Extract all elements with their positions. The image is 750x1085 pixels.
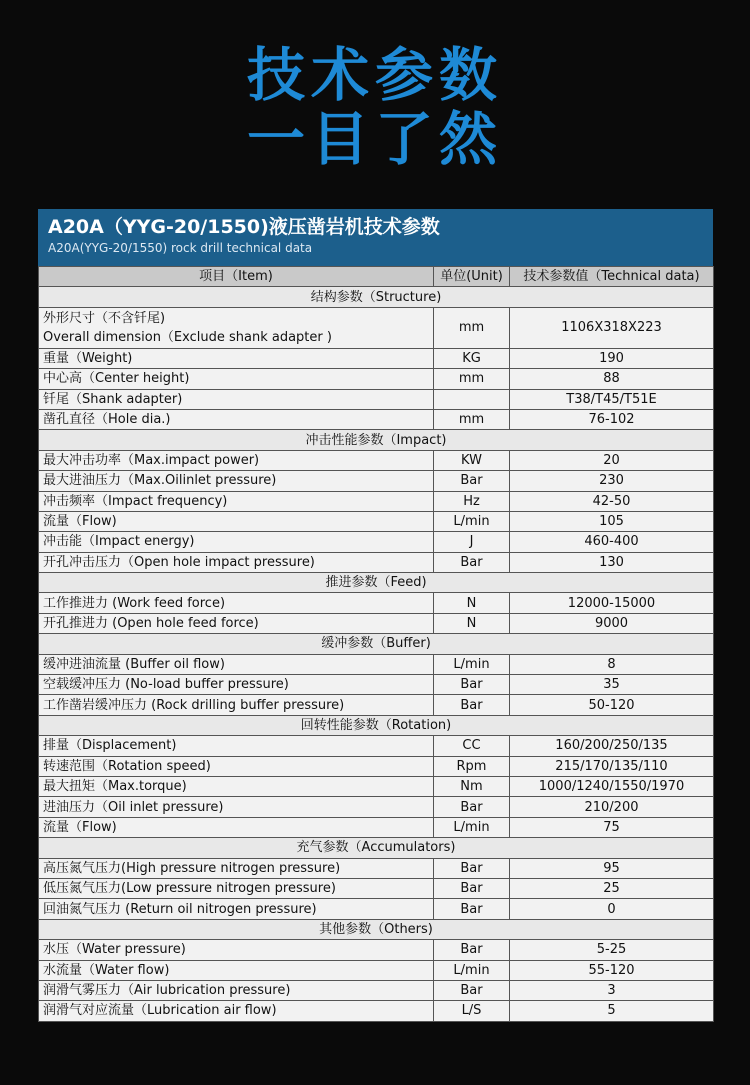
row-item: 回油氮气压力 (Return oil nitrogen pressure) <box>39 899 434 919</box>
table-row <box>39 797 714 817</box>
spec-subtitle: A20A(YYG-20/1550) rock drill technical data <box>48 241 313 255</box>
table-row <box>39 675 714 695</box>
row-value: 190 <box>510 348 714 368</box>
row-value: 3 <box>510 980 714 1000</box>
row-unit: KW <box>434 450 510 470</box>
section-label: 充气参数（Accumulators) <box>39 838 714 858</box>
hero-line-1: 技术参数 <box>246 41 503 109</box>
row-value: 75 <box>510 817 714 837</box>
section-row <box>39 573 714 593</box>
table-row <box>39 776 714 796</box>
row-value: 88 <box>510 369 714 389</box>
row-value: 215/170/135/110 <box>510 756 714 776</box>
row-item: 转速范围（Rotation speed) <box>39 756 434 776</box>
row-value: 0 <box>510 899 714 919</box>
row-item: 钎尾（Shank adapter) <box>39 389 434 409</box>
row-unit: mm <box>434 409 510 429</box>
table-row <box>39 858 714 878</box>
spec-header <box>38 209 713 266</box>
row-unit: Rpm <box>434 756 510 776</box>
row-unit: Bar <box>434 552 510 572</box>
row-unit: L/min <box>434 654 510 674</box>
row-item-cn: 外形尺寸（不含钎尾) <box>43 310 166 326</box>
row-item: 流量（Flow) <box>39 817 434 837</box>
table-row <box>39 980 714 1000</box>
table-row <box>39 593 714 613</box>
row-unit: CC <box>434 736 510 756</box>
section-row <box>39 634 714 654</box>
col-item-header: 项目（Item) <box>39 267 434 287</box>
row-item: 开孔冲击压力（Open hole impact pressure) <box>39 552 434 572</box>
row-unit: J <box>434 532 510 552</box>
row-value: 1106X318X223 <box>510 307 714 348</box>
table-row <box>39 960 714 980</box>
col-unit-header: 单位(Unit) <box>434 267 510 287</box>
row-value: 5-25 <box>510 940 714 960</box>
row-value: 1000/1240/1550/1970 <box>510 776 714 796</box>
row-value: 105 <box>510 511 714 531</box>
table-row <box>39 552 714 572</box>
row-item: 流量（Flow) <box>39 511 434 531</box>
row-item: 冲击频率（Impact frequency) <box>39 491 434 511</box>
row-item: 水流量（Water flow) <box>39 960 434 980</box>
spec-table <box>38 266 714 1022</box>
row-unit: Bar <box>434 878 510 898</box>
table-row <box>39 532 714 552</box>
row-unit: Bar <box>434 675 510 695</box>
row-item: 最大进油压力（Max.Oilinlet pressure) <box>39 471 434 491</box>
row-unit: L/min <box>434 511 510 531</box>
row-value: 8 <box>510 654 714 674</box>
section-label: 推进参数（Feed) <box>39 573 714 593</box>
row-item: 低压氮气压力(Low pressure nitrogen pressure) <box>39 878 434 898</box>
table-row <box>39 471 714 491</box>
row-value: 9000 <box>510 613 714 633</box>
row-item: 润滑气雾压力（Air lubrication pressure) <box>39 980 434 1000</box>
row-unit: Bar <box>434 471 510 491</box>
row-value: 5 <box>510 1001 714 1021</box>
table-row <box>39 817 714 837</box>
spec-sheet <box>38 209 713 1022</box>
table-row <box>39 878 714 898</box>
table-row <box>39 736 714 756</box>
row-value: 95 <box>510 858 714 878</box>
table-row <box>39 756 714 776</box>
row-unit: mm <box>434 307 510 348</box>
row-unit: Bar <box>434 940 510 960</box>
row-unit: L/S <box>434 1001 510 1021</box>
row-unit: Bar <box>434 980 510 1000</box>
table-row <box>39 450 714 470</box>
section-label: 结构参数（Structure) <box>39 287 714 307</box>
row-unit: L/min <box>434 960 510 980</box>
row-item: 工作凿岩缓冲压力 (Rock drilling buffer pressure) <box>39 695 434 715</box>
section-label: 缓冲参数（Buffer) <box>39 634 714 654</box>
table-row <box>39 348 714 368</box>
row-unit: Hz <box>434 491 510 511</box>
row-value: 12000-15000 <box>510 593 714 613</box>
row-unit: N <box>434 613 510 633</box>
row-value: 42-50 <box>510 491 714 511</box>
table-row <box>39 613 714 633</box>
table-row <box>39 369 714 389</box>
row-item: 重量（Weight) <box>39 348 434 368</box>
row-item: 高压氮气压力(High pressure nitrogen pressure) <box>39 858 434 878</box>
row-item: 凿孔直径（Hole dia.) <box>39 409 434 429</box>
row-value: 460-400 <box>510 532 714 552</box>
col-value-header: 技术参数值（Technical data) <box>510 267 714 287</box>
row-unit: Bar <box>434 797 510 817</box>
row-item: 进油压力（Oil inlet pressure) <box>39 797 434 817</box>
row-value: 130 <box>510 552 714 572</box>
row-value: 210/200 <box>510 797 714 817</box>
row-item: 冲击能（Impact energy) <box>39 532 434 552</box>
row-unit: Bar <box>434 899 510 919</box>
section-row <box>39 715 714 735</box>
row-item: 排量（Displacement) <box>39 736 434 756</box>
hero-line-2: 一目了然 <box>246 105 503 173</box>
row-item: 水压（Water pressure) <box>39 940 434 960</box>
section-label: 其他参数（Others) <box>39 919 714 939</box>
row-unit: KG <box>434 348 510 368</box>
row-value: 50-120 <box>510 695 714 715</box>
row-unit: Nm <box>434 776 510 796</box>
table-row <box>39 899 714 919</box>
row-item: 开孔推进力 (Open hole feed force) <box>39 613 434 633</box>
row-unit: L/min <box>434 817 510 837</box>
row-item-en: Overall dimension（Exclude shank adapter ) <box>43 329 332 345</box>
row-item: 缓冲进油流量 (Buffer oil flow) <box>39 654 434 674</box>
hero-banner <box>0 41 750 173</box>
section-row <box>39 430 714 450</box>
spec-title: A20A（YYG-20/1550)液压凿岩机技术参数 <box>48 216 440 238</box>
row-item: 最大扭矩（Max.torque) <box>39 776 434 796</box>
row-item: 最大冲击功率（Max.impact power) <box>39 450 434 470</box>
table-row <box>39 307 714 348</box>
table-row <box>39 389 714 409</box>
row-value: 55-120 <box>510 960 714 980</box>
table-row <box>39 491 714 511</box>
row-value: 76-102 <box>510 409 714 429</box>
row-unit: Bar <box>434 695 510 715</box>
row-unit: N <box>434 593 510 613</box>
row-item: 空载缓冲压力 (No-load buffer pressure) <box>39 675 434 695</box>
row-unit <box>434 389 510 409</box>
section-row <box>39 838 714 858</box>
table-row <box>39 654 714 674</box>
row-unit: mm <box>434 369 510 389</box>
row-value: 35 <box>510 675 714 695</box>
row-item: 润滑气对应流量（Lubrication air flow) <box>39 1001 434 1021</box>
table-row <box>39 511 714 531</box>
table-row <box>39 409 714 429</box>
section-label: 冲击性能参数（Impact) <box>39 430 714 450</box>
table-row <box>39 695 714 715</box>
column-header-row <box>39 267 714 287</box>
row-value: T38/T45/T51E <box>510 389 714 409</box>
row-value: 25 <box>510 878 714 898</box>
row-item: 中心高（Center height) <box>39 369 434 389</box>
row-item <box>39 307 434 348</box>
row-value: 230 <box>510 471 714 491</box>
section-label: 回转性能参数（Rotation) <box>39 715 714 735</box>
section-row <box>39 287 714 307</box>
row-value: 20 <box>510 450 714 470</box>
row-value: 160/200/250/135 <box>510 736 714 756</box>
section-row <box>39 919 714 939</box>
row-item: 工作推进力 (Work feed force) <box>39 593 434 613</box>
table-row <box>39 940 714 960</box>
row-unit: Bar <box>434 858 510 878</box>
table-row <box>39 1001 714 1021</box>
